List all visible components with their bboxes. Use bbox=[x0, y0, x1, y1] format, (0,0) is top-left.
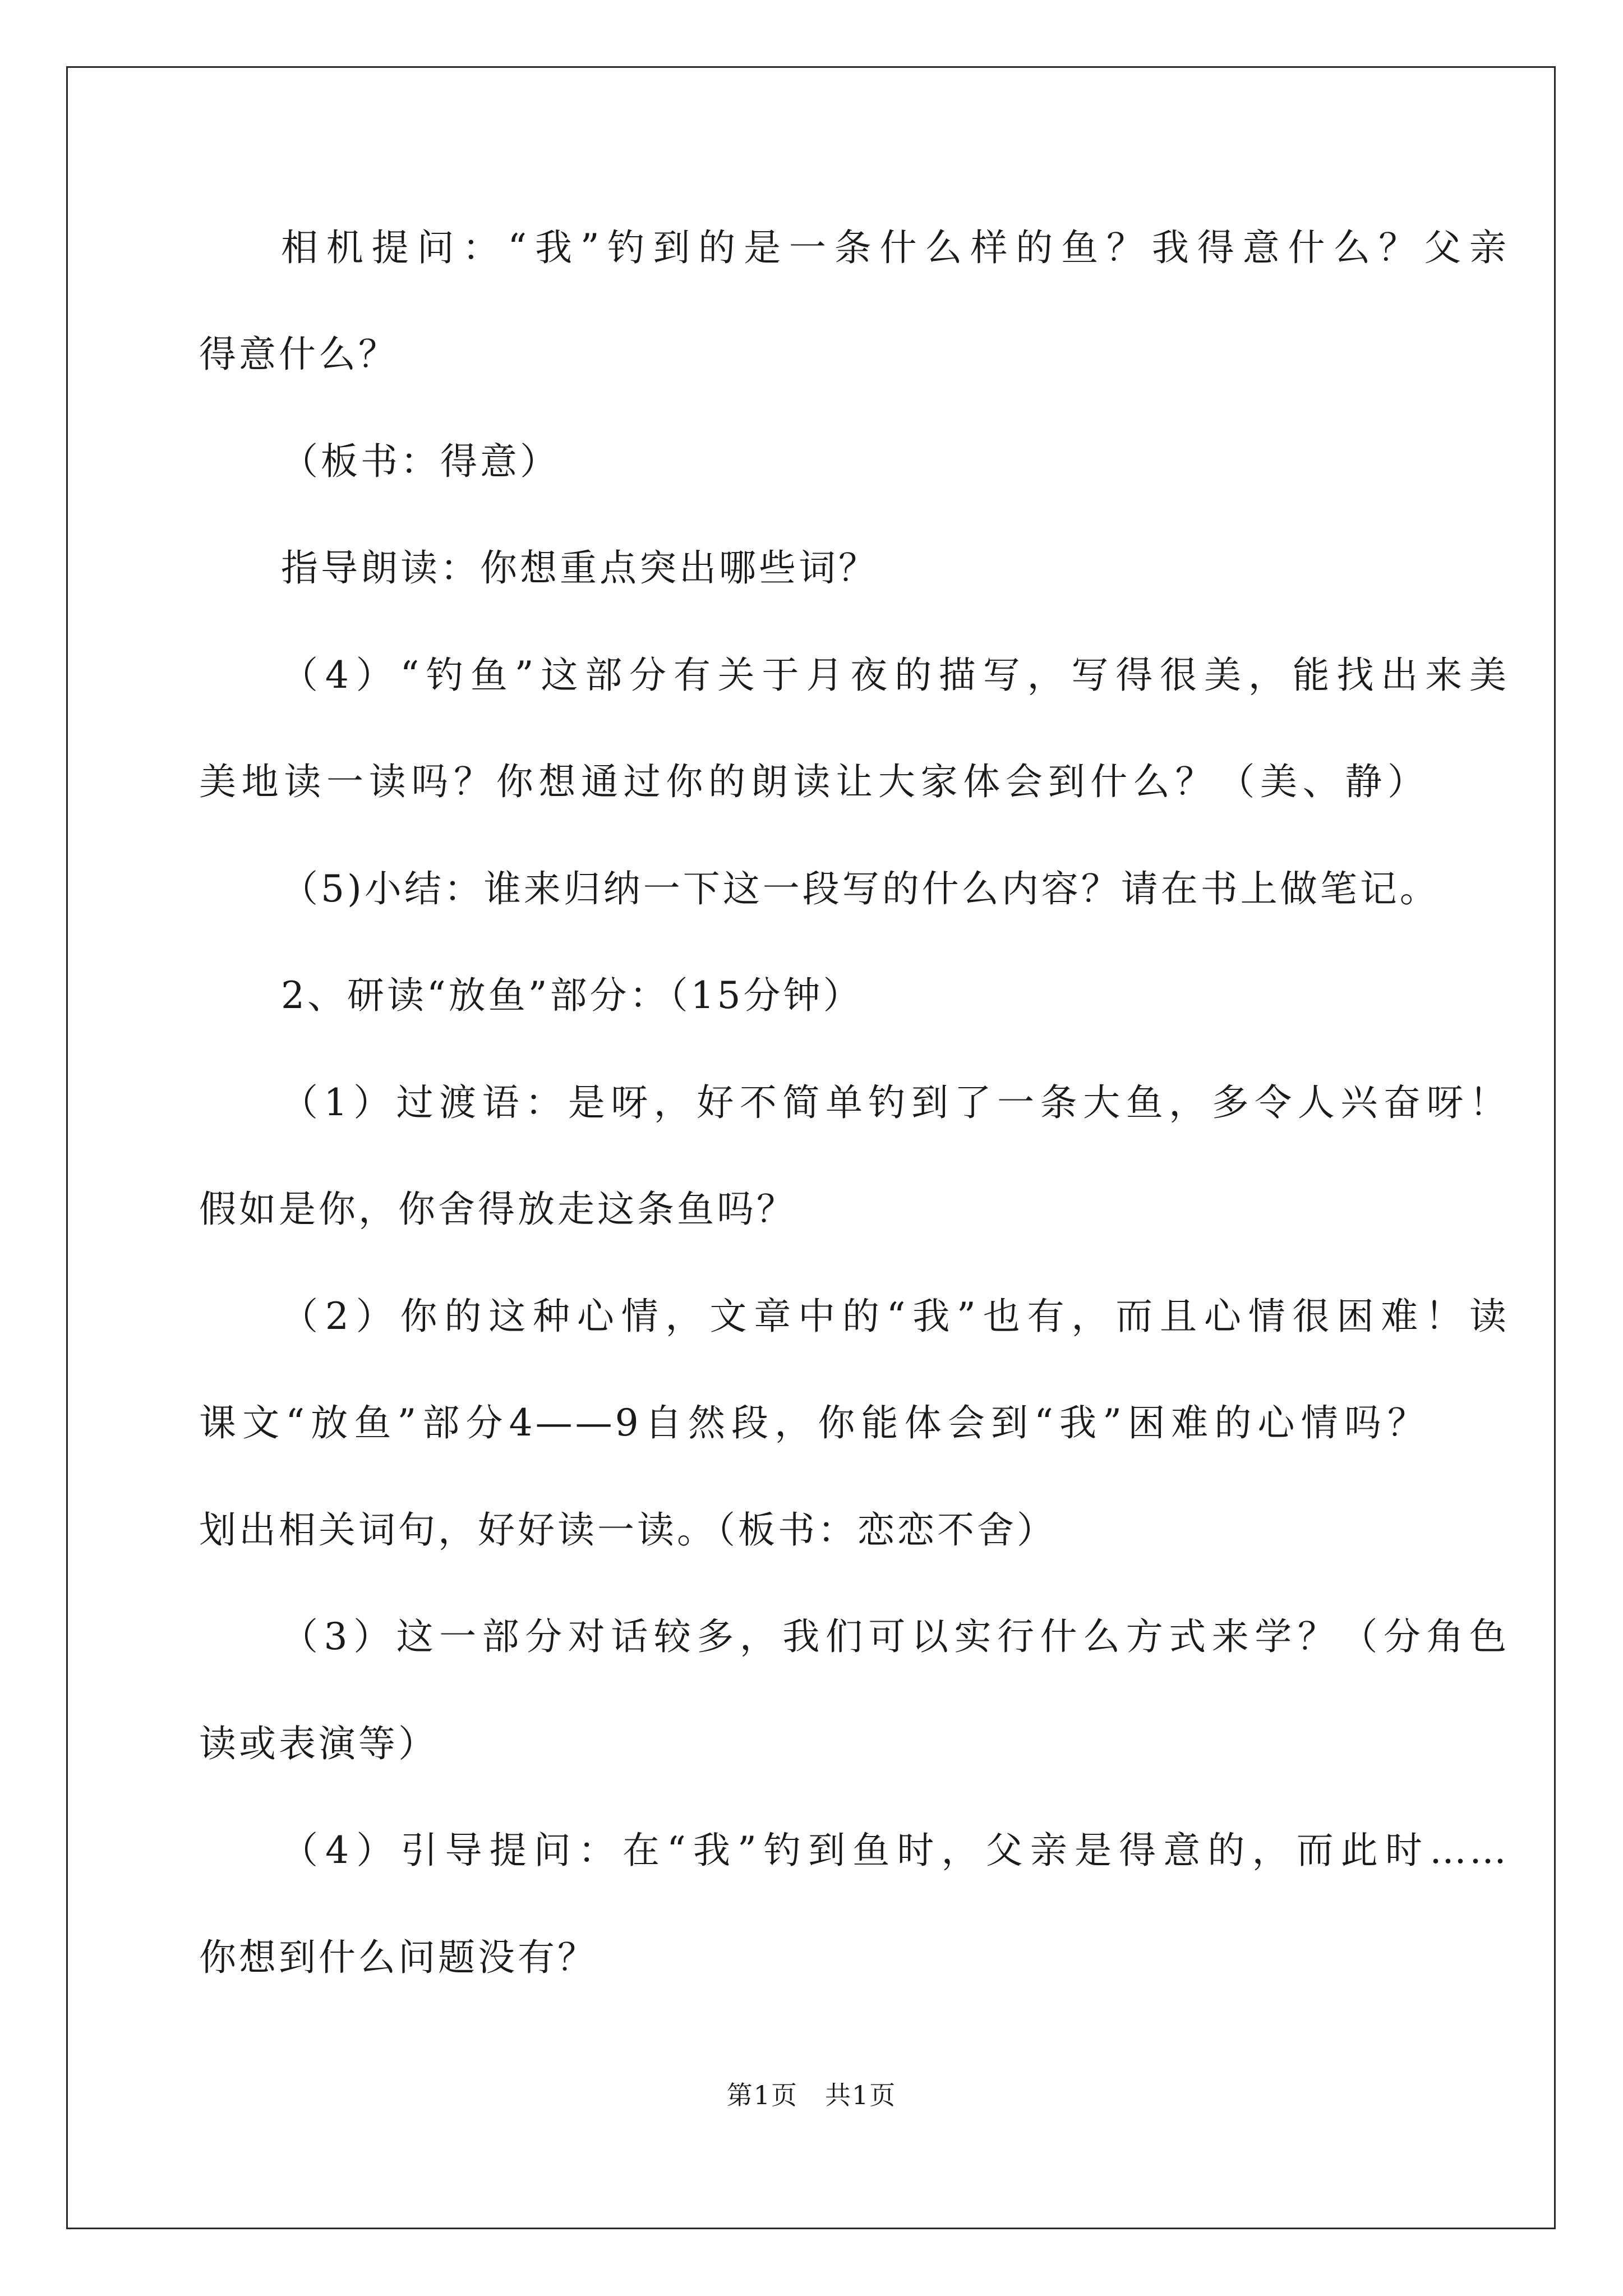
text-line: 课文“放鱼”部分4——9自然段，你能体会到“我”困难的心情吗？ bbox=[199, 1401, 1427, 1444]
text-line: 划出相关词句，好好读一读。（板书：恋恋不舍） bbox=[199, 1508, 1057, 1552]
text-line: （5)小结：谁来归纳一下这一段写的什么内容？请在书上做笔记。 bbox=[281, 867, 1440, 910]
text-line: 读或表演等） bbox=[199, 1722, 438, 1765]
text-line: （2）你的这种心情，文章中的“我”也有，而且心情很困难！读 bbox=[281, 1295, 1509, 1338]
text-line: （板书：得意） bbox=[281, 440, 560, 483]
text-line: 指导朗读：你想重点突出哪些词？ bbox=[281, 546, 878, 590]
text-line: 得意什么？ bbox=[199, 333, 398, 376]
text-line: 相机提问：“我”钓到的是一条什么样的鱼？我得意什么？父亲 bbox=[281, 226, 1509, 269]
page-number: 第1页 共1页 bbox=[726, 2080, 897, 2110]
text-line: 2、研读“放鱼”部分：（15分钟） bbox=[281, 974, 863, 1017]
text-line: （3）这一部分对话较多，我们可以实行什么方式来学？（分角色 bbox=[281, 1615, 1509, 1658]
text-line: （1）过渡语：是呀，好不简单钓到了一条大鱼，多令人兴奋呀！ bbox=[281, 1081, 1509, 1124]
text-line: 假如是你，你舍得放走这条鱼吗？ bbox=[199, 1188, 796, 1231]
text-line: 你想到什么问题没有？ bbox=[199, 1936, 597, 1979]
text-line: （4）引导提问：在“我”钓到鱼时，父亲是得意的，而此时…… bbox=[281, 1829, 1509, 1872]
page-border bbox=[66, 66, 1556, 2229]
text-line: 美地读一读吗？你想通过你的朗读让大家体会到什么？（美、静） bbox=[199, 760, 1427, 803]
text-line: （4）“钓鱼”这部分有关于月夜的描写，写得很美，能找出来美 bbox=[281, 654, 1509, 697]
